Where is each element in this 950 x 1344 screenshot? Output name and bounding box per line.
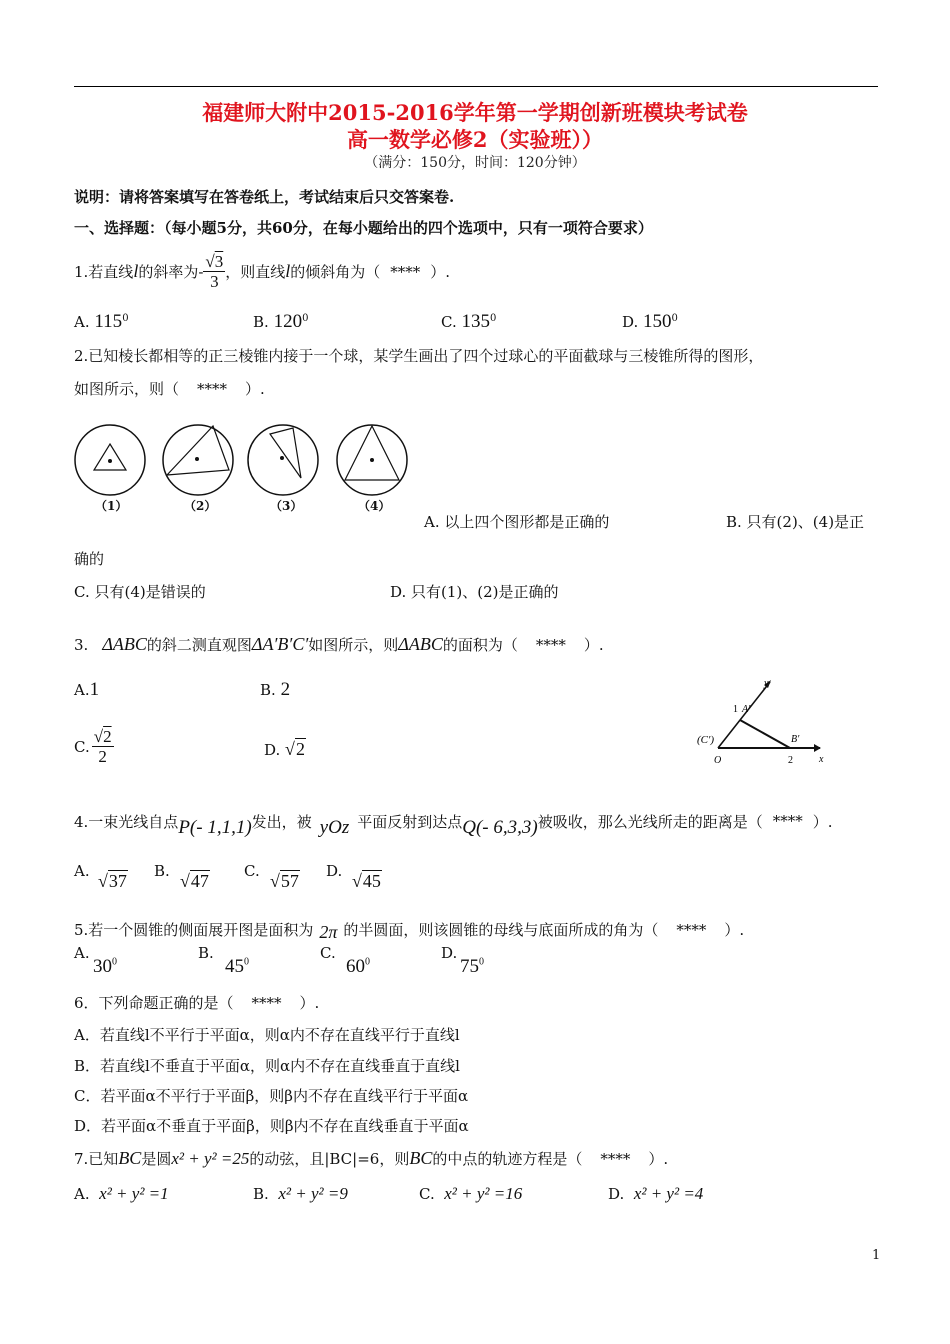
question-5: 5.若一个圆锥的侧面展开图是面积为 2π 的半圆面，则该圆锥的母线与底面所成的角为（ **** ）. xyxy=(74,920,745,942)
q3-triangle: ΔABC xyxy=(102,634,147,654)
q4-option-b: B. xyxy=(154,862,170,880)
q4-option-c: C. xyxy=(244,862,260,880)
q7-option-d: D. x² + y² =4 xyxy=(608,1184,704,1203)
q4-option-a-value: √37 xyxy=(98,871,127,891)
fig-point-a: A′ xyxy=(742,704,751,715)
q3-option-c: C. $\frac{√2}{2}$ xyxy=(74,727,112,766)
question-6: 6．下列命题正确的是（ **** ）. xyxy=(74,994,320,1012)
q5-option-d: $75^0$ xyxy=(460,956,484,977)
q2-option-a: A. 以上四个图形都是正确的 xyxy=(424,513,610,531)
figure-1 xyxy=(75,425,145,495)
q7-option-c: C. x² + y² =16 xyxy=(419,1184,523,1203)
q5-option-d-label: D. xyxy=(441,944,458,962)
fig-point-b: B′ xyxy=(791,734,800,745)
exam-title: 福建师大附中2015-2016学年第一学期创新班模块考试卷 xyxy=(202,100,748,125)
figure-3-label: （3） xyxy=(270,499,303,513)
exam-subtitle: 高一数学必修2（实验班）） xyxy=(346,127,604,152)
page-number: 1 xyxy=(872,1248,881,1263)
q7-option-a: A. x² + y² =1 xyxy=(74,1184,169,1203)
q5-option-a: $30^0$ xyxy=(93,956,117,977)
q5-option-a-label: A. xyxy=(74,944,90,962)
fig-y-label: y xyxy=(764,678,769,689)
q3-triangle-prime: ΔA′B′C′ xyxy=(251,634,309,654)
q6-option-b: B．若直线l不垂直于平面α，则α内不存在直线垂直于直线l xyxy=(74,1057,460,1075)
question-3: 3. ΔABC 的斜二测直观图 ΔA′B′C′ 如图所示，则 ΔABC 的面积为（ **** ）. xyxy=(74,634,604,654)
q4-option-d-value: √45 xyxy=(352,871,381,891)
question-4: 4.一束光线自点 P(- 1,1,1) 发出，被 yOz 平面反射到达点 Q(- 6,3,3) 被吸收，那么光线所走的距离是（ **** ）. xyxy=(74,812,833,838)
q1-post2: 的倾斜角为（ xyxy=(290,263,381,281)
fig-tick-2: 2 xyxy=(788,755,793,766)
figure-4 xyxy=(337,425,407,495)
question-1 xyxy=(74,252,450,291)
q6-option-a: A．若直线l不平行于平面α，则α内不存在直线平行于直线l xyxy=(74,1026,460,1044)
q5-area: 2π xyxy=(319,922,338,942)
q1-var-l: l xyxy=(133,261,139,281)
q2-option-c: C. 只有(4)是错误的 xyxy=(74,583,206,601)
q3-option-a: A.1 xyxy=(74,679,100,700)
q4-option-d: D. xyxy=(326,862,343,880)
q1-pre: 1.若直线 xyxy=(74,263,134,281)
q2-option-b-cont: 确的 xyxy=(74,550,105,568)
figure-1-label: （1） xyxy=(95,499,128,513)
q1-post1: ，则直线 xyxy=(225,263,286,281)
q1-frac-den: 3 xyxy=(210,272,219,291)
q6-option-c: C．若平面α不平行于平面β，则β内不存在直线平行于平面α xyxy=(74,1087,469,1105)
q2-text-line1: 2.已知棱长都相等的正三棱锥内接于一个球，某学生画出了四个过球心的平面截球与三棱锥所得的图形， xyxy=(74,347,764,365)
q6-option-d: D．若平面α不垂直于平面β，则β内不存在直线垂直于平面α xyxy=(74,1117,469,1135)
exam-meta: （满分：150分，时间：120分钟） xyxy=(364,155,586,171)
q4-option-a: A. xyxy=(74,862,90,880)
figure-2 xyxy=(163,425,233,495)
figure-4-label: （4） xyxy=(358,499,391,513)
q4-point-q: Q(- 6,3,3) xyxy=(462,817,538,838)
q1-frac-num: 3 xyxy=(214,252,224,271)
q1-mid: 的斜率为- xyxy=(138,263,204,281)
fig-x-label: x xyxy=(819,754,824,765)
q3-triangle-2: ΔABC xyxy=(398,634,443,654)
figure-3 xyxy=(248,425,318,495)
q3-option-b: B. 2 xyxy=(260,679,291,700)
q7-bc-2: BC xyxy=(409,1148,433,1168)
q1-var-l2: l xyxy=(285,261,291,281)
figure-2-label: （2） xyxy=(184,499,217,513)
q1-option-b: B. $120^0$ xyxy=(253,311,309,332)
fig-tick-1: 1 xyxy=(733,704,738,715)
q7-option-b: B. x² + y² =9 xyxy=(253,1184,348,1203)
q4-option-b-value: √47 xyxy=(180,871,209,891)
q5-option-c: $60^0$ xyxy=(346,956,370,977)
q1-end: ）. xyxy=(430,263,451,281)
section-heading: 一、选择题：（每小题5分，共60分，在每小题给出的四个选项中，只有一项符合要求） xyxy=(74,219,653,237)
header-rule xyxy=(74,86,878,87)
q4-point-p: P(- 1,1,1) xyxy=(178,817,252,838)
fig-origin: O xyxy=(714,755,722,766)
q5-option-b-label: B. xyxy=(198,944,214,962)
q7-bc: BC xyxy=(118,1148,142,1168)
q3-figure xyxy=(690,672,830,770)
q3-option-d: D. √2 xyxy=(264,739,305,759)
q1-blank: **** xyxy=(390,262,421,281)
q1-fraction: $\frac{√3}{3}$ xyxy=(205,252,224,291)
q2-option-d: D. 只有(1)、(2)是正确的 xyxy=(390,583,559,601)
fig-point-c: (C′) xyxy=(697,734,715,746)
question-7: 7.已知 BC 是圆 x² + y² =25 的动弦，且|BC|=6，则 BC 的中点的轨迹方程是（ **** ）. xyxy=(74,1148,669,1168)
q1-option-a: A. $115^0$ xyxy=(74,311,129,332)
q7-circle-eq: x² + y² =25 xyxy=(171,1148,250,1168)
q2-text-line2: 如图所示，则（ **** ）. xyxy=(74,380,265,398)
q5-option-b: $45^0$ xyxy=(225,956,249,977)
instructions-note: 说明：请将答案填写在答卷纸上，考试结束后只交答案卷. xyxy=(74,188,455,206)
q1-option-c: C. $135^0$ xyxy=(441,311,497,332)
q4-option-c-value: √57 xyxy=(270,871,299,891)
q1-option-d: D. $150^0$ xyxy=(622,311,678,332)
q4-plane: yOz xyxy=(319,817,350,838)
q5-option-c-label: C. xyxy=(320,944,336,962)
q2-option-b: B. 只有(2)、(4)是正 xyxy=(726,513,865,531)
